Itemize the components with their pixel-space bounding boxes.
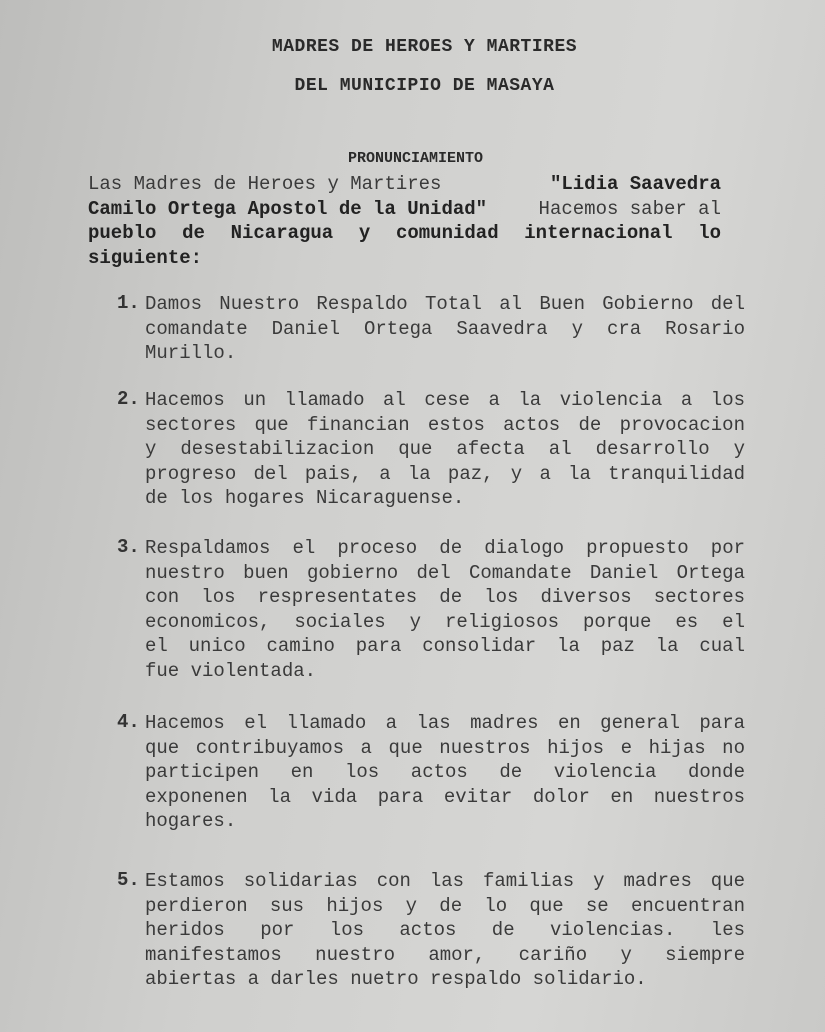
text-line: fue violentada. [145,659,317,682]
text-line [88,197,721,222]
text-line: economicos, sociales y religiosos porque es el [145,610,745,633]
text-line: nuestro buen gobierno del Comandate Daniel Ortega [145,561,745,584]
text-line: Murillo. [145,342,237,365]
text-line: progreso del pais, a la paz, y a la tranquilidad [145,462,745,485]
document-subtitle: PRONUNCIAMIENTO [347,150,484,167]
item-number: 5. [117,869,140,891]
text-line: y desestabilizacion que afecta al desarrollo y [145,438,745,461]
text-segment: Hacemos saber al [527,197,721,220]
text-line: de los hogares Nicaraguense. [145,487,465,510]
text-line: comandate Daniel Ortega Saavedra y cra Rosario [145,317,745,340]
text-segment: Las Madres de Heroes y Martires [88,173,453,195]
intro-paragraph [88,172,721,270]
text-line: perdieron sus hijos y de lo que se encuentran [145,894,745,917]
item-number: 3. [117,536,140,558]
text-line: que contribuyamos a que nuestros hijos e hijas no [145,736,745,759]
text-line: con los respresentates de los diversos sectores [145,586,745,609]
text-line: Hacemos un llamado al cese a la violencia a los [145,389,745,411]
document-title-line-1: MADRES DE HEROES Y MARTIRES [271,37,578,57]
text-line: heridos por los actos de violencias. les [145,919,745,942]
text-line: abiertas a darles nuetro respaldo solidario. [145,968,647,991]
text-line: Damos Nuestro Respaldo Total al Buen Gobierno del [145,293,745,315]
item-number: 1. [117,292,140,314]
document-title-line-2: DEL MUNICIPIO DE MASAYA [294,76,555,96]
bold-name-text: siguiente: [88,246,203,269]
text-line: Estamos solidarias con las familias y madres que [145,870,745,892]
bold-name-text: Camilo Ortega Apostol de la Unidad" [88,197,488,220]
text-line: sectores que financian estos actos de provocacion [145,413,745,436]
item-text [145,536,745,684]
text-line: manifestamos nuestro amor, cariño y siempre [145,943,745,966]
text-line: exponenen la vida para evitar dolor en nuestros [145,785,745,808]
text-line: el unico camino para consolidar la paz la cual [145,635,745,658]
item-number: 2. [117,388,140,410]
bold-name-text: pueblo de Nicaragua y comunidad internacional lo [88,222,721,245]
text-line: Respaldamos el proceso de dialogo propuesto por [145,537,745,559]
text-line [88,221,721,246]
item-text [145,292,745,366]
item-text [145,388,745,511]
text-line [88,172,721,197]
item-text [145,711,745,834]
text-line: hogares. [145,810,237,833]
item-text [145,869,745,992]
bold-name-text: "Lidia Saavedra [549,173,721,195]
item-number: 4. [117,711,140,733]
text-line: participen en los actos de violencia donde [145,761,745,784]
text-line: Hacemos el llamado a las madres en general para [145,712,745,734]
text-line [88,246,721,271]
